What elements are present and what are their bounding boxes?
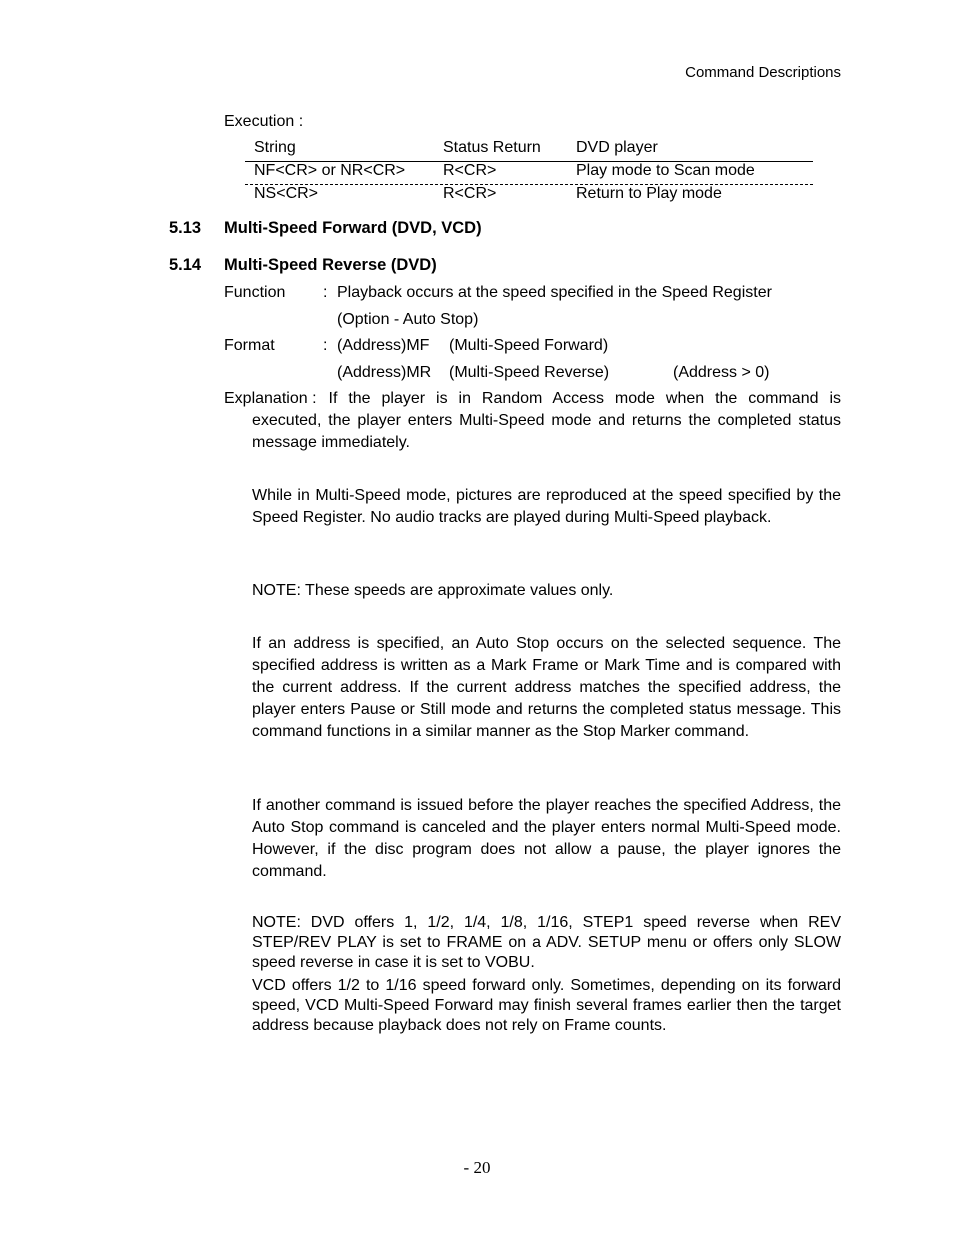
auto-stop-paragraph: If an address is specified, an Auto Stop occurs on the selected sequence. The specified address is written as a Mark Frame or Mark Time and is compared with the current address. If the current address matches the specified address, the player enters Pause or Still mode and returns the completed status message. This command functions in a similar manner as the Stop Marker command. [252, 635, 841, 740]
format-description-mr: (Multi-Speed Reverse) [449, 364, 610, 381]
table-cell-dvd-player: Return to Play mode [576, 185, 722, 202]
table-cell-dvd-player: Play mode to Scan mode [576, 162, 755, 179]
table-header-rule [245, 161, 813, 162]
format-colon: : [323, 337, 328, 354]
table-row [245, 160, 813, 183]
execution-table [245, 137, 813, 206]
column-header-status-return: Status Return [443, 139, 541, 156]
format-label: Format [224, 337, 275, 354]
explanation-continuation: executed, the player enters Multi-Speed mode and returns the completed status message immediately. [252, 412, 841, 451]
function-option: (Option - Auto Stop) [337, 311, 479, 328]
explanation-first-line: If the player is in Random Access mode when the command is [328, 390, 841, 407]
table-row-divider [245, 184, 813, 185]
section-number-5-13: 5.13 [169, 219, 202, 237]
running-header: Command Descriptions [685, 64, 841, 81]
explanation-label: Explanation : [224, 390, 317, 407]
page-number: - 20 [463, 1158, 491, 1177]
format-command-mr: (Address)MR [337, 364, 432, 381]
column-header-string: String [254, 139, 296, 156]
table-cell-string: NS<CR> [254, 185, 319, 202]
format-description-mf: (Multi-Speed Forward) [449, 337, 609, 354]
multi-speed-paragraph: While in Multi-Speed mode, pictures are reproduced at the speed specified by the Speed Register. No audio tracks are played during Multi-Speed playback. [252, 487, 841, 526]
format-command-mf: (Address)MF [337, 337, 430, 354]
section-title-5-14: Multi-Speed Reverse (DVD) [224, 256, 437, 274]
table-row [245, 183, 813, 206]
dvd-reverse-note: NOTE: DVD offers 1, 1/2, 1/4, 1/8, 1/16, STEP1 speed reverse when REV STEP/REV PLAY is set to FRAME on a ADV. SETUP menu or offers only SLOW speed reverse in case it is set to VOBU. [252, 914, 841, 971]
execution-label: Execution : [224, 113, 304, 130]
table-cell-string: NF<CR> or NR<CR> [254, 162, 406, 179]
table-header-row [245, 137, 813, 160]
section-title-5-13: Multi-Speed Forward (DVD, VCD) [224, 219, 482, 237]
function-label: Function [224, 284, 286, 301]
table-cell-status: R<CR> [443, 162, 497, 179]
column-header-dvd-player: DVD player [576, 139, 658, 156]
format-condition: (Address > 0) [673, 364, 770, 381]
explanation-paragraph [224, 388, 841, 454]
table-cell-status: R<CR> [443, 185, 497, 202]
cancel-paragraph: If another command is issued before the player reaches the specified Address, the Auto Stop command is canceled and the player enters normal Multi-Speed mode. However, if the disc program does not allow a pause, the player ignores the command. [252, 797, 841, 880]
speeds-note: NOTE: These speeds are approximate values only. [252, 582, 614, 599]
function-description: Playback occurs at the speed specified in the Speed Register [337, 284, 772, 301]
section-number-5-14: 5.14 [169, 256, 202, 274]
function-colon: : [323, 284, 328, 301]
vcd-forward-note: VCD offers 1/2 to 1/16 speed forward only. Sometimes, depending on its forward speed, VCD Multi-Speed Forward may finish several frames earlier then the target address because playback does not rely on Frame counts. [252, 977, 841, 1034]
